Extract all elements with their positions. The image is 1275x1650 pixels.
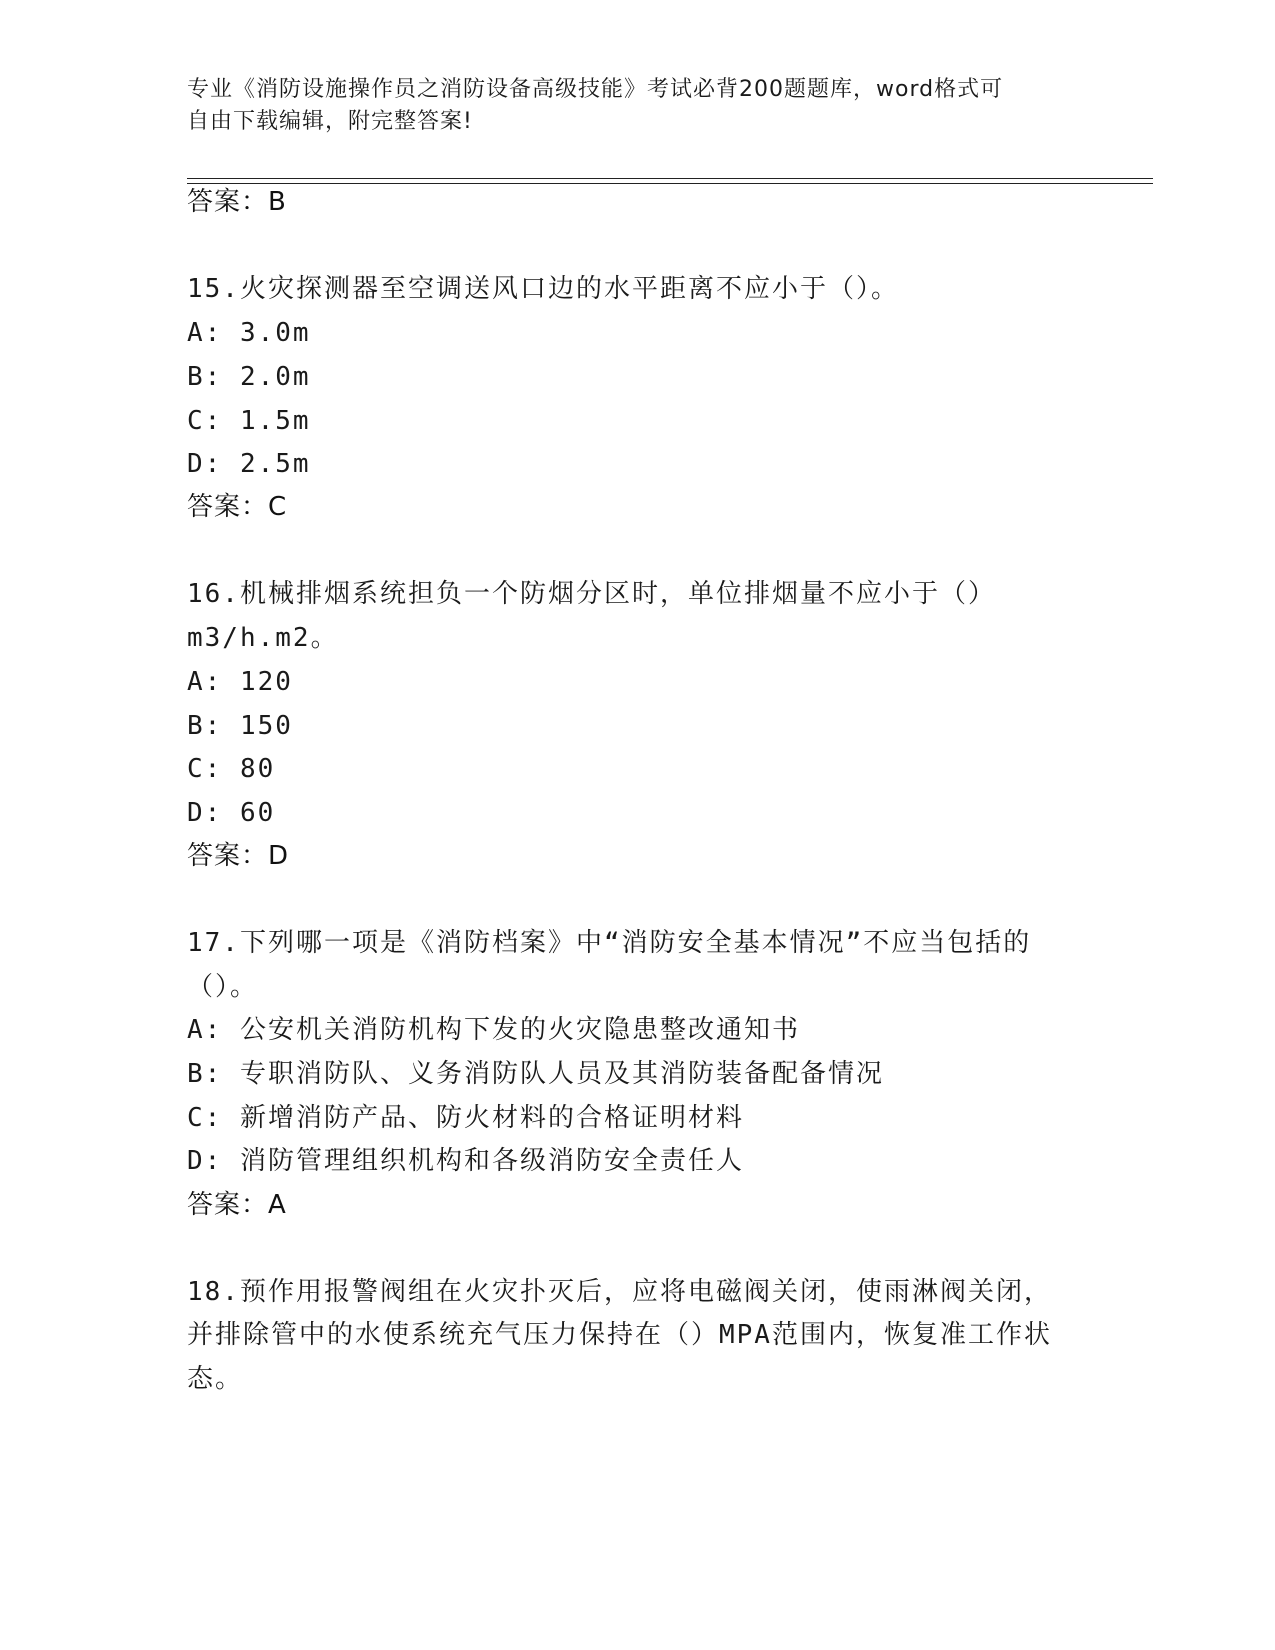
option-c: C: 新增消防产品、防火材料的合格证明材料 bbox=[187, 1103, 744, 1133]
answer-q17: 答案：A bbox=[187, 1190, 287, 1220]
question-stem-line-2: m3/h.m2。 bbox=[187, 623, 339, 653]
option-a: A: 公安机关消防机构下发的火灾隐患整改通知书 bbox=[187, 1015, 800, 1045]
option-d: D: 60 bbox=[187, 798, 276, 828]
header-line-2: 自由下载编辑，附完整答案! bbox=[187, 109, 473, 134]
option-b: B: 150 bbox=[187, 711, 293, 741]
header-divider-bottom bbox=[187, 183, 1153, 184]
option-b: B: 2.0m bbox=[187, 362, 311, 392]
answer-q16: 答案：D bbox=[187, 841, 290, 871]
option-d: D: 2.5m bbox=[187, 449, 311, 479]
answer-q14: 答案：B bbox=[187, 187, 287, 217]
option-a: A: 3.0m bbox=[187, 318, 311, 348]
answer-q15: 答案：C bbox=[187, 492, 288, 522]
question-stem-line-2: 并排除管中的水使系统充气压力保持在（）MPA范围内，恢复准工作状 bbox=[187, 1320, 1052, 1350]
option-c: C: 80 bbox=[187, 754, 276, 784]
question-stem-line-3: 态。 bbox=[187, 1364, 244, 1394]
option-d: D: 消防管理组织机构和各级消防安全责任人 bbox=[187, 1146, 744, 1176]
document-header bbox=[187, 74, 1067, 138]
option-c: C: 1.5m bbox=[187, 406, 311, 436]
option-b: B: 专职消防队、义务消防队人员及其消防装备配备情况 bbox=[187, 1059, 884, 1089]
question-stem-line-1: 18.预作用报警阀组在火灾扑灭后，应将电磁阀关闭，使雨淋阀关闭， bbox=[187, 1277, 1052, 1307]
question-stem-line-1: 16.机械排烟系统担负一个防烟分区时，单位排烟量不应小于（） bbox=[187, 579, 996, 609]
header-divider-top bbox=[187, 178, 1153, 179]
question-stem-line-2: （）。 bbox=[187, 972, 259, 1002]
header-line-1: 专业《消防设施操作员之消防设备高级技能》考试必背200题题库，word格式可 bbox=[187, 77, 1004, 102]
question-stem-line-1: 17.下列哪一项是《消防档案》中“消防安全基本情况”不应当包括的 bbox=[187, 928, 1032, 958]
option-a: A: 120 bbox=[187, 667, 293, 697]
question-stem: 15.火灾探测器至空调送风口边的水平距离不应小于（）。 bbox=[187, 274, 899, 304]
